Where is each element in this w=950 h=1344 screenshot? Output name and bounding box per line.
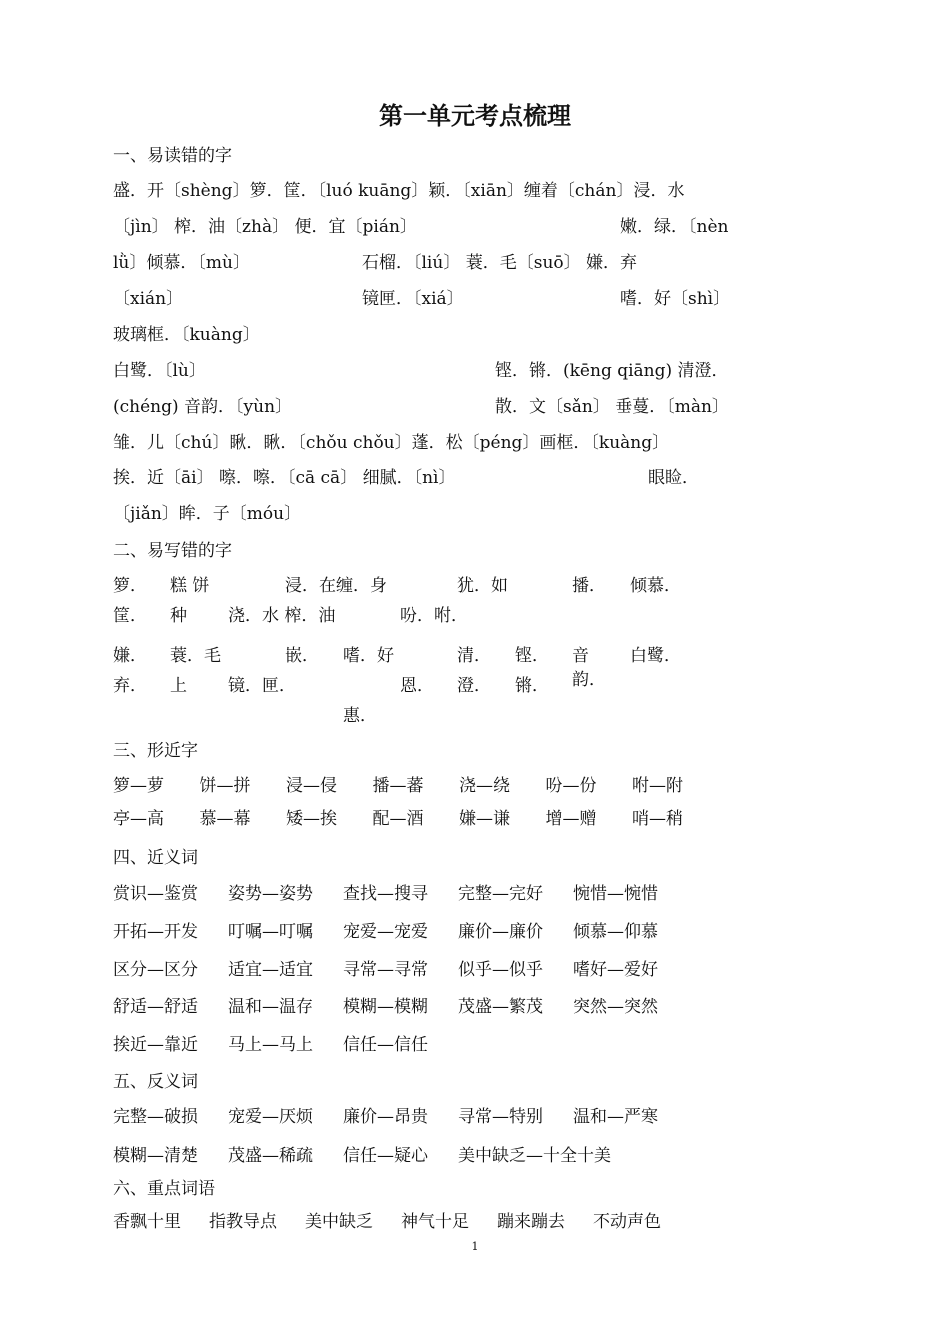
s1-line: 挨．近〔āi〕 嚓．嚓．〔cā cā〕 细腻．〔nì〕 (113, 468, 456, 488)
s2-cell: 镜．匣． (228, 676, 296, 696)
s2-cell: 嗜．好 (343, 646, 394, 666)
s3-pair: 咐—附 (632, 776, 683, 796)
s1-line: 〔xián〕 (113, 289, 184, 309)
s4-pair: 惋惜—惋惜 (573, 884, 658, 904)
s2-cell: 播． (572, 576, 606, 596)
s1-line: 玻璃框．〔kuàng〕 (113, 325, 260, 345)
s1-line: 嫩．绿．〔nèn (620, 217, 729, 237)
s5-pair: 廉价—昂贵 (343, 1107, 428, 1127)
s6-phrase: 不动声色 (593, 1212, 661, 1232)
s5-pair: 模糊—清楚 (113, 1146, 198, 1166)
s5-pair: 茂盛—稀疏 (228, 1146, 313, 1166)
s1-line: lǜ〕倾慕．〔mù〕 (113, 253, 250, 273)
s2-cell: 箩． (113, 576, 147, 596)
s1-line: 眼睑． (648, 468, 699, 488)
section-heading-1: 一、易读错的字 (113, 146, 232, 166)
s4-pair: 嗜好—爱好 (573, 960, 658, 980)
s6-phrase: 美中缺乏 (305, 1212, 373, 1232)
s4-pair: 廉价—廉价 (458, 922, 543, 942)
s2-cell: 倾慕． (630, 576, 681, 596)
s1-line: 散．文〔sǎn〕 垂蔓．〔màn〕 (495, 397, 729, 417)
s4-pair: 马上—马上 (228, 1035, 313, 1055)
s4-pair: 完整—完好 (458, 884, 543, 904)
s2-cell: 筐． (113, 606, 147, 626)
s4-pair: 叮嘱—叮嘱 (228, 922, 313, 942)
s4-pair: 开拓—开发 (113, 922, 198, 942)
s5-pair: 宠爱—厌烦 (228, 1107, 313, 1127)
section-heading-3: 三、形近字 (113, 741, 198, 761)
s6-phrase: 香飘十里 (113, 1212, 181, 1232)
s3-pair: 嫌—谦 (459, 809, 510, 829)
s3-pair: 亭—高 (113, 809, 164, 829)
s4-pair: 倾慕—仰慕 (573, 922, 658, 942)
s1-line: 石榴．〔liú〕 蓑．毛〔suō〕 嫌．弃 (362, 253, 638, 273)
s5-pair: 寻常—特别 (458, 1107, 543, 1127)
s2-cell: 恩． (400, 676, 434, 696)
s3-pair: 增—赠 (545, 809, 597, 829)
s1-line: 镜匣．〔xiá〕 (362, 289, 464, 309)
section-heading-2: 二、易写错的字 (113, 541, 232, 561)
s3-pair: 浸—侵 (286, 776, 337, 796)
s6-phrase: 指教导点 (209, 1212, 277, 1232)
s4-pair: 茂盛—繁茂 (458, 997, 543, 1017)
s2-cell: 白鹭． (630, 646, 681, 666)
s1-line: 〔jìn〕 榨．油〔zhà〕 便．宜〔pián〕 (113, 217, 417, 237)
s4-pair: 赏识—鉴赏 (113, 884, 198, 904)
s1-line: 雏．儿〔chú〕瞅．瞅．〔chǒu chǒu〕蓬．松〔péng〕画框．〔kuàng〕 (113, 433, 670, 453)
s2-cell: 音 (572, 646, 589, 666)
s2-cell: 锵． (515, 676, 549, 696)
s5-pair: 信任—疑心 (343, 1146, 428, 1166)
s4-pair: 信任—信任 (343, 1035, 428, 1055)
s4-pair: 舒适—舒适 (113, 997, 198, 1017)
s2-cell: 弃． (113, 676, 147, 696)
s2-cell: 韵． (572, 670, 606, 690)
s2-cell: 浸．在缠．身 (285, 576, 387, 596)
s3-pair: 饼—拼 (199, 776, 251, 796)
s6-phrase: 神气十足 (401, 1212, 469, 1232)
s2-cell: 嫌． (113, 646, 147, 666)
s4-pair: 似乎—似乎 (458, 960, 543, 980)
s1-line: 铿．锵．(kēng qiāng) 清澄． (495, 361, 729, 381)
s3-pair: 吩—份 (545, 776, 597, 796)
section-heading-6: 六、重点词语 (113, 1179, 215, 1199)
s1-line: 嗜．好〔shì〕 (620, 289, 731, 309)
s2-cell: 吩．咐． (400, 606, 468, 626)
s2-cell: 铿． (515, 646, 549, 666)
s2-cell: 糕 饼 (170, 576, 210, 596)
s3-pair: 配—酒 (372, 809, 424, 829)
s1-line: 盛．开〔shèng〕箩．筐．〔luó kuāng〕颖．〔xiān〕缠着〔chán〕浸．水 (113, 181, 685, 201)
s3-pair: 播—蕃 (372, 776, 424, 796)
s1-line: (chéng) 音韵．〔yùn〕 (113, 397, 293, 417)
page-number: 1 (471, 1240, 479, 1253)
page-title: 第一单元考点梳理 (379, 101, 571, 130)
s5-pair: 美中缺乏—十全十美 (458, 1146, 611, 1166)
s4-pair: 区分—区分 (113, 960, 198, 980)
s4-pair: 寻常—寻常 (343, 960, 428, 980)
s1-line: 白鹭．〔lù〕 (113, 361, 206, 381)
s1-line: 〔jiǎn〕眸．子〔móu〕 (113, 504, 302, 524)
s3-pair: 矮—挨 (286, 809, 337, 829)
s5-pair: 温和—严寒 (573, 1107, 658, 1127)
s4-pair: 突然—突然 (573, 997, 658, 1017)
section-heading-4: 四、近义词 (113, 848, 198, 868)
s4-pair: 宠爱—宠爱 (343, 922, 428, 942)
s5-pair: 完整—破损 (113, 1107, 198, 1127)
s2-cell: 嵌． (285, 646, 319, 666)
s3-pair: 箩—萝 (113, 776, 164, 796)
s6-phrase: 蹦来蹦去 (497, 1212, 565, 1232)
s2-cell: 清． (457, 646, 491, 666)
s2-cell: 惠． (343, 706, 377, 726)
section-heading-5: 五、反义词 (113, 1072, 198, 1092)
s4-pair: 适宜—适宜 (228, 960, 313, 980)
s2-cell: 浇．水 榨．油 (228, 606, 336, 626)
s4-pair: 挨近—靠近 (113, 1035, 198, 1055)
s4-pair: 模糊—模糊 (343, 997, 428, 1017)
s3-pair: 浇—绕 (459, 776, 510, 796)
s2-cell: 澄． (457, 676, 491, 696)
s4-pair: 查找—搜寻 (343, 884, 428, 904)
s2-cell: 蓑．毛 (170, 646, 221, 666)
s2-cell: 犹．如 (457, 576, 508, 596)
s4-pair: 温和—温存 (228, 997, 313, 1017)
s3-pair: 哨—稍 (632, 809, 683, 829)
s2-cell: 上 (170, 676, 187, 696)
s2-cell: 种 (170, 606, 187, 626)
s4-pair: 姿势—姿势 (228, 884, 313, 904)
s3-pair: 慕—幕 (199, 809, 251, 829)
